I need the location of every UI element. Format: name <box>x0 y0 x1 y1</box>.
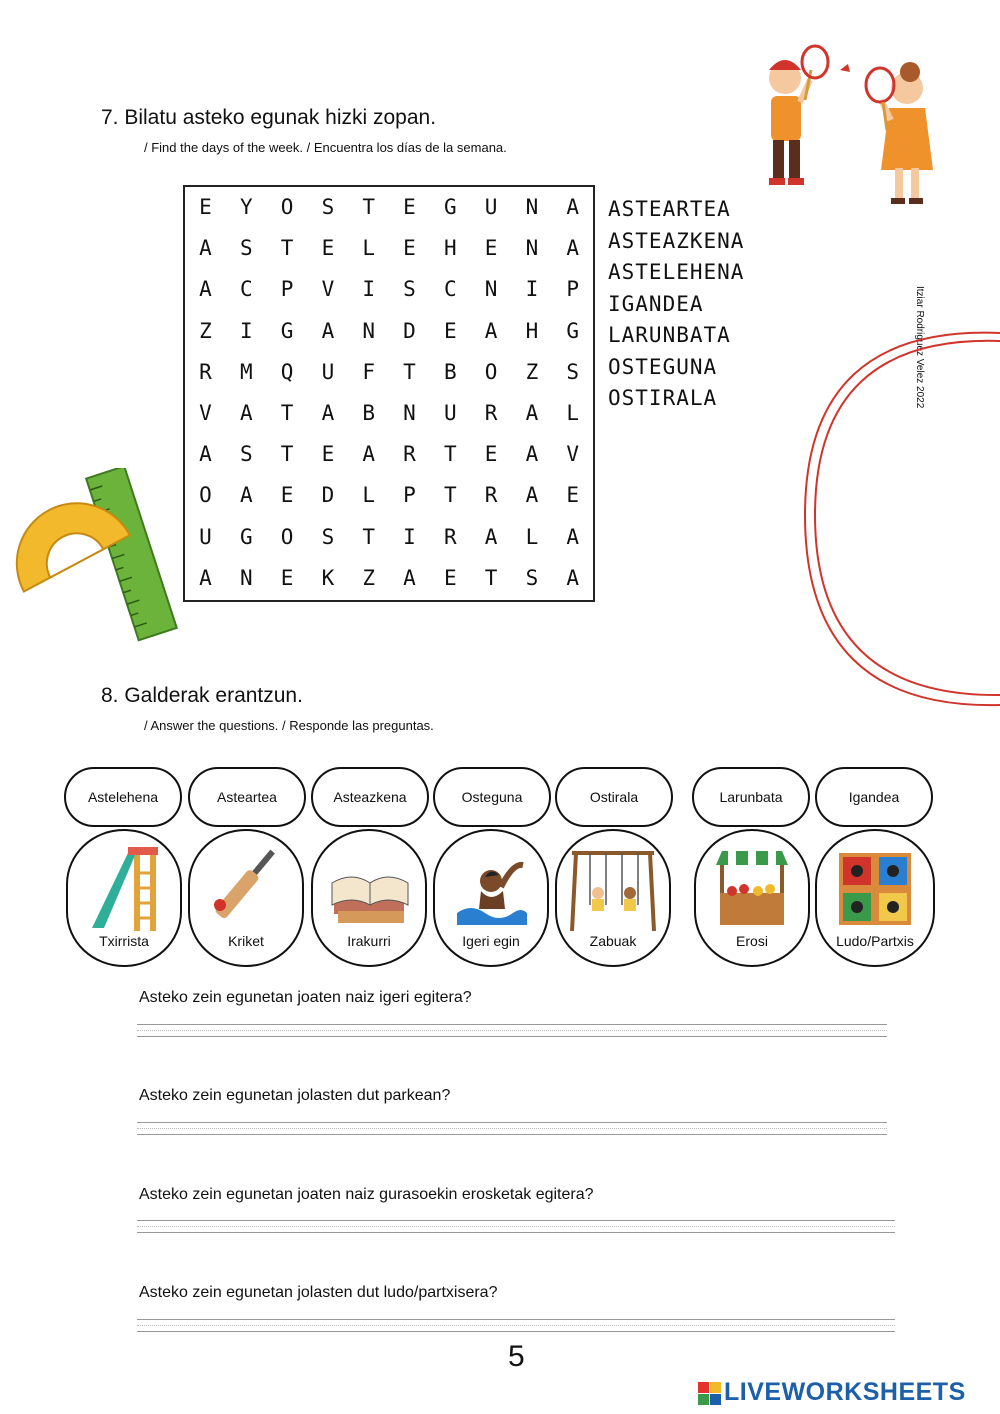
grid-letter[interactable]: O <box>280 195 294 219</box>
day-pill-igandea[interactable]: Igandea <box>815 767 933 827</box>
grid-letter[interactable]: E <box>280 483 294 508</box>
grid-letter[interactable]: S <box>239 442 253 467</box>
grid-letter[interactable]: L <box>566 401 580 425</box>
grid-letter[interactable]: A <box>566 195 580 219</box>
grid-letter[interactable]: A <box>199 236 212 261</box>
grid-letter[interactable]: K <box>321 565 335 590</box>
activity-label: Erosi <box>736 933 768 949</box>
grid-letter[interactable]: A <box>199 565 212 590</box>
grid-letter[interactable]: T <box>362 195 376 219</box>
grid-letter[interactable]: E <box>484 442 498 467</box>
slide-icon <box>84 843 164 933</box>
section8-subtitle: / Answer the questions. / Responde las preguntas. <box>144 718 434 733</box>
grid-letter[interactable]: H <box>525 318 539 343</box>
activity-label: Ludo/Partxis <box>836 933 914 949</box>
word-list-item: IGANDEA <box>608 291 704 316</box>
activity-card-erosi[interactable] <box>694 829 810 967</box>
grid-letter[interactable]: E <box>321 442 335 467</box>
market-stall-icon <box>712 843 792 933</box>
word-search-grid[interactable] <box>183 185 595 602</box>
grid-letter[interactable]: A <box>566 236 580 261</box>
grid-letter[interactable]: N <box>525 195 539 219</box>
section8-title: 8. Galderak erantzun. <box>101 684 303 707</box>
grid-letter[interactable]: L <box>362 483 376 508</box>
grid-letter[interactable]: U <box>443 401 457 425</box>
word-list-item: OSTEGUNA <box>608 354 718 379</box>
grid-letter[interactable]: S <box>321 195 335 219</box>
grid-letter[interactable]: D <box>403 318 416 343</box>
grid-letter[interactable]: A <box>484 318 498 343</box>
grid-letter[interactable]: S <box>525 565 539 590</box>
grid-letter[interactable]: F <box>362 359 376 384</box>
grid-letter[interactable]: P <box>280 277 294 302</box>
grid-letter[interactable]: N <box>362 318 376 343</box>
grid-letter[interactable]: E <box>199 195 212 219</box>
grid-letter[interactable]: I <box>403 524 416 549</box>
grid-letter[interactable]: U <box>199 524 212 549</box>
grid-letter[interactable]: G <box>239 524 253 549</box>
activity-card-txirrista[interactable] <box>66 829 182 967</box>
grid-letter[interactable]: C <box>239 277 253 302</box>
word-list-item: OSTIRALA <box>608 386 718 410</box>
ludo-board-icon <box>835 843 915 933</box>
activity-label: Zabuak <box>589 933 637 949</box>
book-icon <box>324 843 414 933</box>
day-pill-astelehena[interactable]: Astelehena <box>64 767 182 827</box>
word-list-item: ASTEARTEA <box>608 197 731 221</box>
grid-letter[interactable]: O <box>280 524 294 549</box>
grid-letter[interactable]: H <box>443 236 457 261</box>
grid-letter[interactable]: O <box>199 483 212 508</box>
answer-line-3[interactable] <box>137 1220 895 1234</box>
grid-letter[interactable]: T <box>484 565 498 590</box>
grid-letter[interactable]: T <box>280 401 294 425</box>
grid-letter[interactable]: Q <box>280 359 294 384</box>
grid-letter[interactable]: T <box>280 236 294 261</box>
cricket-bat-icon <box>206 843 286 933</box>
grid-letter[interactable]: A <box>362 442 376 467</box>
word-list-item: LARUNBATA <box>608 323 731 347</box>
answer-line-2[interactable] <box>137 1122 887 1136</box>
grid-letter[interactable]: O <box>484 359 498 384</box>
page-number: 5 <box>508 1340 525 1373</box>
grid-letter[interactable]: T <box>443 483 457 508</box>
grid-letter[interactable]: A <box>525 401 539 425</box>
grid-letter[interactable]: A <box>239 401 253 425</box>
day-pill-ostirala[interactable]: Ostirala <box>555 767 673 827</box>
grid-letter[interactable]: R <box>403 442 416 467</box>
grid-letter[interactable]: E <box>443 565 457 590</box>
day-pill-osteguna[interactable]: Osteguna <box>433 767 551 827</box>
grid-letter[interactable]: A <box>199 277 212 302</box>
grid-letter[interactable]: E <box>484 236 498 261</box>
grid-letter[interactable]: S <box>566 359 580 384</box>
grid-letter[interactable]: S <box>403 277 416 302</box>
grid-letter[interactable]: A <box>199 442 212 467</box>
grid-letter[interactable]: B <box>443 359 457 384</box>
grid-letter[interactable]: N <box>525 236 539 261</box>
grid-letter[interactable]: S <box>321 524 335 549</box>
grid-letter[interactable]: R <box>443 524 457 549</box>
activity-label: Irakurri <box>347 933 391 949</box>
grid-letter[interactable]: R <box>484 401 498 425</box>
footer-brand[interactable]: LIVEWORKSHEETS <box>724 1378 966 1406</box>
grid-letter[interactable]: V <box>321 277 335 302</box>
grid-letter[interactable]: S <box>239 236 253 261</box>
grid-letter[interactable]: V <box>566 442 580 467</box>
answer-line-1[interactable] <box>137 1024 887 1038</box>
decorative-red-frame <box>795 325 1000 715</box>
grid-letter[interactable]: A <box>525 442 539 467</box>
grid-letter[interactable]: E <box>566 483 580 508</box>
grid-letter[interactable]: T <box>443 442 457 467</box>
day-pill-asteartea[interactable]: Asteartea <box>188 767 306 827</box>
activity-card-ludo-partxis[interactable] <box>815 829 935 967</box>
grid-letter[interactable]: E <box>443 318 457 343</box>
grid-letter[interactable]: A <box>321 318 335 343</box>
grid-letter[interactable]: V <box>199 401 212 425</box>
grid-letter[interactable]: N <box>403 401 416 425</box>
grid-letter[interactable]: G <box>280 318 294 343</box>
grid-letter[interactable]: T <box>403 359 416 384</box>
question-1: Asteko zein egunetan joaten naiz igeri egitera? <box>139 989 472 1006</box>
grid-letter[interactable]: G <box>443 195 457 219</box>
grid-letter[interactable]: L <box>525 524 539 549</box>
grid-letter[interactable]: R <box>484 483 498 508</box>
question-2: Asteko zein egunetan jolasten dut parkean? <box>139 1087 451 1104</box>
kids-badminton-illustration <box>745 40 945 215</box>
day-pill-larunbata[interactable]: Larunbata <box>692 767 810 827</box>
activity-label: Txirrista <box>99 933 149 949</box>
author-credit: Itziar Rodriguez Velez 2022 <box>914 286 925 409</box>
grid-letter[interactable]: I <box>525 277 539 302</box>
grid-letter[interactable]: Y <box>239 195 253 219</box>
grid-letter[interactable]: D <box>321 483 335 508</box>
grid-letter[interactable]: C <box>443 277 457 302</box>
grid-letter[interactable]: B <box>362 401 376 425</box>
grid-letter[interactable]: I <box>239 318 253 343</box>
grid-letter[interactable]: Z <box>525 359 539 384</box>
liveworksheets-logo-icon <box>698 1382 722 1406</box>
grid-letter[interactable]: M <box>239 359 253 384</box>
activity-label: Kriket <box>228 933 264 949</box>
grid-letter[interactable]: G <box>566 318 580 343</box>
grid-letter[interactable]: E <box>403 195 416 219</box>
grid-letter[interactable]: Z <box>199 318 212 343</box>
grid-letter[interactable]: U <box>321 359 335 384</box>
grid-letter[interactable]: A <box>566 565 580 590</box>
grid-letter[interactable]: L <box>362 236 376 261</box>
grid-letter[interactable]: A <box>484 524 498 549</box>
grid-letter[interactable]: A <box>566 524 580 549</box>
grid-letter[interactable]: E <box>321 236 335 261</box>
grid-letter[interactable]: U <box>484 195 498 219</box>
grid-letter[interactable]: T <box>280 442 294 467</box>
word-list-item: ASTEAZKENA <box>608 228 745 253</box>
section7-title: 7. Bilatu asteko egunak hizki zopan. <box>101 106 437 129</box>
grid-letter[interactable]: A <box>239 483 253 508</box>
grid-letter[interactable]: R <box>199 359 212 384</box>
grid-letter[interactable]: T <box>362 524 376 549</box>
answer-line-4[interactable] <box>137 1319 895 1333</box>
grid-letter[interactable]: A <box>403 565 416 590</box>
section7-subtitle: / Find the days of the week. / Encuentra los días de la semana. <box>144 140 507 155</box>
activity-card-irakurri[interactable] <box>311 829 427 967</box>
activity-card-kriket[interactable] <box>188 829 304 967</box>
activity-label: Igeri egin <box>462 933 520 949</box>
grid-letter[interactable]: A <box>525 483 539 508</box>
activity-card-zabuak[interactable] <box>555 829 671 967</box>
swimmer-icon <box>451 843 531 933</box>
grid-letter[interactable]: A <box>321 401 335 425</box>
day-pill-asteazkena[interactable]: Asteazkena <box>311 767 429 827</box>
question-3: Asteko zein egunetan joaten naiz gurasoekin erosketak egitera? <box>139 1186 594 1203</box>
word-list <box>608 194 744 415</box>
question-4: Asteko zein egunetan jolasten dut ludo/partxisera? <box>139 1284 498 1301</box>
word-list-item: ASTELEHENA <box>608 260 745 284</box>
activity-card-igeri-egin[interactable] <box>433 829 549 967</box>
grid-letter[interactable]: I <box>362 277 376 302</box>
grid-letter[interactable]: E <box>403 236 416 261</box>
grid-letter[interactable]: N <box>484 277 498 302</box>
grid-letter[interactable]: P <box>403 483 416 508</box>
ruler-protractor-illustration <box>8 468 183 643</box>
grid-letter[interactable]: N <box>239 565 253 590</box>
swings-icon <box>568 843 658 933</box>
grid-letter[interactable]: Z <box>362 565 376 590</box>
grid-letter[interactable]: E <box>280 565 294 590</box>
grid-letter[interactable]: P <box>566 277 580 302</box>
